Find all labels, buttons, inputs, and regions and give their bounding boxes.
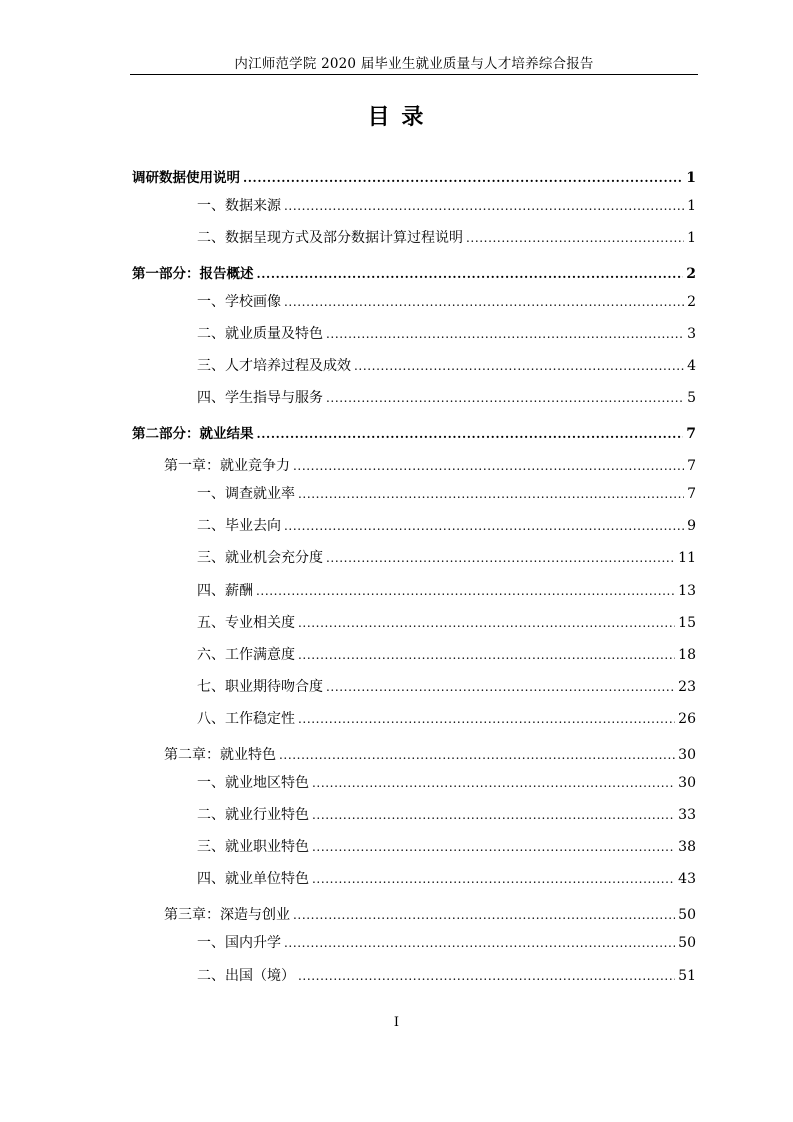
dot-leader <box>243 168 683 188</box>
dot-leader <box>298 645 675 665</box>
toc-entry[interactable] <box>197 645 696 665</box>
toc-entry-label: 第二章：就业特色 <box>164 747 276 763</box>
toc-entry[interactable] <box>197 388 696 408</box>
toc-entry-label: 一、学校画像 <box>197 294 281 310</box>
toc-entry[interactable] <box>197 516 696 536</box>
toc-entry[interactable] <box>197 548 696 568</box>
toc-entry-label: 第二部分：就业结果 <box>132 426 254 442</box>
dot-leader <box>298 613 675 633</box>
dot-leader <box>312 805 675 825</box>
toc-entry-page: 26 <box>678 711 696 727</box>
dot-leader <box>256 581 675 601</box>
dot-leader <box>326 548 675 568</box>
dot-leader <box>298 966 675 986</box>
dot-leader <box>293 456 684 476</box>
toc-entry[interactable] <box>197 324 696 344</box>
toc-entry-label: 四、学生指导与服务 <box>197 390 323 406</box>
toc-entry[interactable] <box>197 613 696 633</box>
dot-leader <box>284 196 684 216</box>
toc-entry[interactable] <box>132 424 696 444</box>
toc-entry[interactable] <box>164 905 696 925</box>
toc-entry-page: 1 <box>687 198 696 214</box>
toc-entry[interactable] <box>197 709 696 729</box>
dot-leader <box>312 773 675 793</box>
toc-entry[interactable] <box>197 933 696 953</box>
toc-entry-label: 二、毕业去向 <box>197 518 281 534</box>
dot-leader <box>279 745 675 765</box>
toc-entry-label: 一、就业地区特色 <box>197 775 309 791</box>
toc-entry[interactable] <box>197 196 696 216</box>
dot-leader <box>326 677 675 697</box>
toc-entry-label: 八、工作稳定性 <box>197 711 295 727</box>
dot-leader <box>298 709 675 729</box>
dot-leader <box>466 228 684 248</box>
toc-entry[interactable] <box>197 484 696 504</box>
toc-entry[interactable] <box>197 677 696 697</box>
page-number: I <box>393 1015 400 1030</box>
dot-leader <box>284 933 675 953</box>
toc-entry-page: 1 <box>687 230 696 246</box>
toc-entry-page: 11 <box>678 550 696 566</box>
toc-entry-label: 二、出国（境） <box>197 968 295 984</box>
dot-leader <box>312 869 675 889</box>
toc-entry[interactable] <box>197 837 696 857</box>
toc-entry-page: 51 <box>678 968 696 984</box>
toc-entry-label: 三、就业机会充分度 <box>197 550 323 566</box>
toc-entry-label: 一、数据来源 <box>197 198 281 214</box>
toc-entry[interactable] <box>132 264 696 284</box>
toc-entry-label: 第一章：就业竞争力 <box>164 458 290 474</box>
dot-leader <box>298 484 684 504</box>
toc-entry-page: 50 <box>678 907 696 923</box>
toc-entry-page: 33 <box>678 807 696 823</box>
toc-entry[interactable] <box>197 805 696 825</box>
dot-leader <box>284 516 684 536</box>
dot-leader <box>293 905 675 925</box>
toc-title: 目 录 <box>367 105 426 130</box>
toc-entry-label: 一、国内升学 <box>197 935 281 951</box>
toc-entry[interactable] <box>197 773 696 793</box>
toc-entry-page: 3 <box>687 326 696 342</box>
toc-entry-label: 二、就业质量及特色 <box>197 326 323 342</box>
toc-entry-label: 调研数据使用说明 <box>132 170 240 186</box>
toc-entry-page: 30 <box>678 747 696 763</box>
toc-entry-page: 38 <box>678 839 696 855</box>
toc-entry-page: 15 <box>678 615 696 631</box>
toc-entry[interactable] <box>197 581 696 601</box>
toc-entry[interactable] <box>197 228 696 248</box>
toc-entry[interactable] <box>164 745 696 765</box>
toc-entry-page: 5 <box>687 390 696 406</box>
toc-entry-page: 4 <box>687 358 696 374</box>
dot-leader <box>326 388 684 408</box>
toc-entry-label: 二、数据呈现方式及部分数据计算过程说明 <box>197 230 463 246</box>
toc-entry-page: 30 <box>678 775 696 791</box>
toc-entry-page: 18 <box>678 647 696 663</box>
toc-entry[interactable] <box>197 292 696 312</box>
toc-entry-page: 43 <box>678 871 696 887</box>
toc-entry-page: 7 <box>686 426 696 442</box>
toc-entry-label: 四、薪酬 <box>197 583 253 599</box>
toc-entry-label: 一、调查就业率 <box>197 486 295 502</box>
dot-leader <box>326 324 684 344</box>
toc-entry-label: 四、就业单位特色 <box>197 871 309 887</box>
toc-entry-page: 2 <box>686 266 696 282</box>
toc-entry-page: 1 <box>686 170 696 186</box>
toc-entry-page: 9 <box>687 518 696 534</box>
toc-entry[interactable] <box>197 966 696 986</box>
toc-entry-label: 二、就业行业特色 <box>197 807 309 823</box>
toc-entry-page: 7 <box>687 486 696 502</box>
toc-entry[interactable] <box>197 869 696 889</box>
toc-entry[interactable] <box>164 456 696 476</box>
running-header: 内江师范学院 2020 届毕业生就业质量与人才培养综合报告 <box>234 56 594 72</box>
toc-entry-page: 23 <box>678 679 696 695</box>
toc-entry-label: 六、工作满意度 <box>197 647 295 663</box>
toc-entry[interactable] <box>132 168 696 188</box>
toc-entry-label: 三、就业职业特色 <box>197 839 309 855</box>
toc-entry-page: 2 <box>687 294 696 310</box>
toc-entry[interactable] <box>197 356 696 376</box>
toc-entry-label: 七、职业期待吻合度 <box>197 679 323 695</box>
toc-entry-page: 7 <box>687 458 696 474</box>
toc-entry-page: 50 <box>678 935 696 951</box>
dot-leader <box>257 264 684 284</box>
dot-leader <box>284 292 684 312</box>
dot-leader <box>312 837 675 857</box>
toc-entry-label: 三、人才培养过程及成效 <box>197 358 351 374</box>
toc-entry-page: 13 <box>678 583 696 599</box>
toc-entry-label: 第一部分：报告概述 <box>132 266 254 282</box>
toc-entry-label: 第三章：深造与创业 <box>164 907 290 923</box>
dot-leader <box>257 424 684 444</box>
toc-entry-label: 五、专业相关度 <box>197 615 295 631</box>
dot-leader <box>354 356 684 376</box>
